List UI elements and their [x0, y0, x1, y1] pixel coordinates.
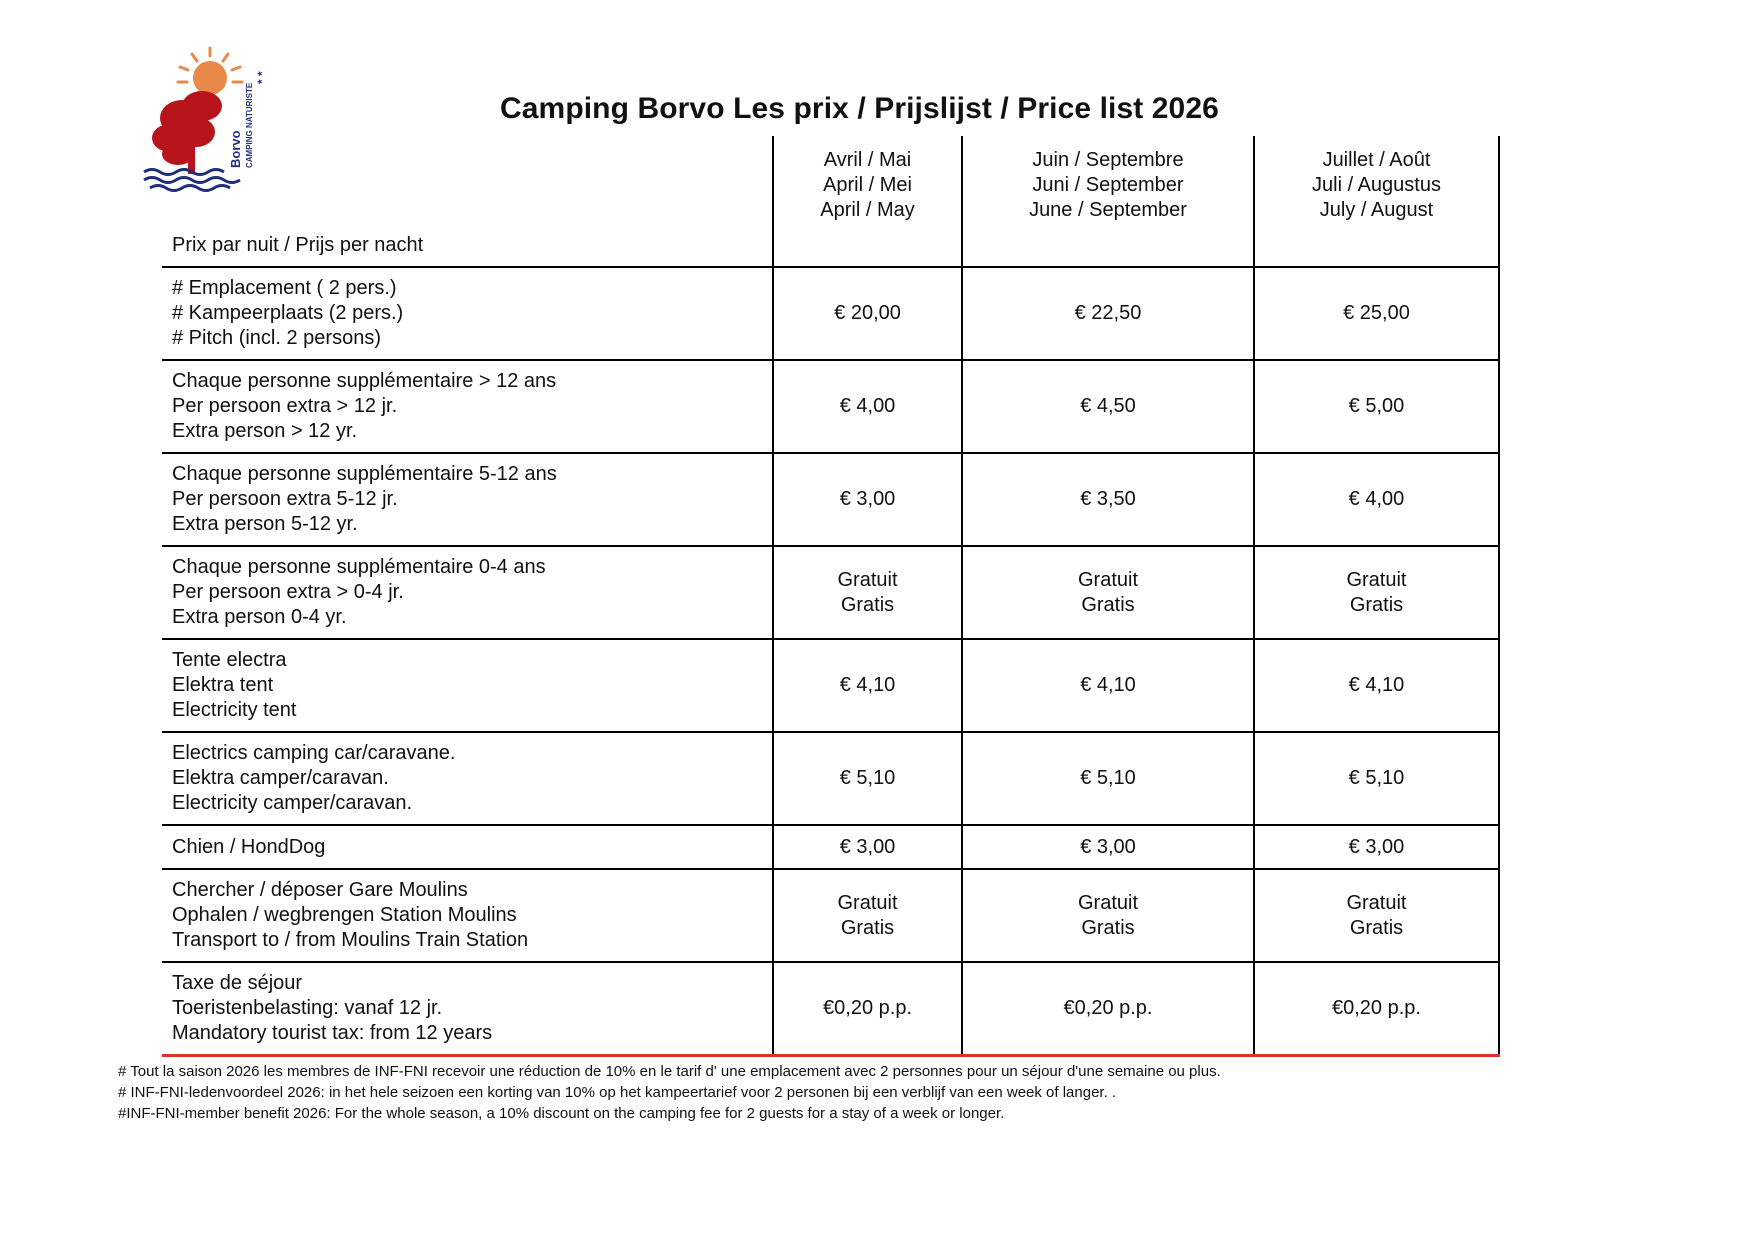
row-label: Chaque personne supplémentaire 5-12 ans Per persoon extra 5-12 jr. Extra person 5-12 yr.: [162, 453, 773, 546]
price-season-3: € 3,00: [1254, 825, 1499, 869]
price-season-3: Gratuit Gratis: [1254, 546, 1499, 639]
price-season-1: € 5,10: [773, 732, 962, 825]
price-season-2: € 4,10: [962, 639, 1254, 732]
price-season-1: Gratuit Gratis: [773, 546, 962, 639]
table-row: [162, 360, 1499, 453]
header-label: Prix par nuit / Prijs per nacht: [172, 234, 424, 256]
price-season-1: € 3,00: [773, 825, 962, 869]
price-season-2: € 5,10: [962, 732, 1254, 825]
table-row: [162, 267, 1499, 360]
price-season-3: € 4,00: [1254, 453, 1499, 546]
table-row: [162, 732, 1499, 825]
price-season-3: € 25,00: [1254, 267, 1499, 360]
price-season-2: € 3,50: [962, 453, 1254, 546]
price-season-2: € 4,50: [962, 360, 1254, 453]
header-season-1: Avril / Mai April / Mei April / May: [773, 136, 962, 267]
row-label: # Emplacement ( 2 pers.) # Kampeerplaats (2 pers.) # Pitch (incl. 2 persons): [162, 267, 773, 360]
row-label: Chaque personne supplémentaire 0-4 ans Per persoon extra > 0-4 jr. Extra person 0-4 yr.: [162, 546, 773, 639]
footnotes: [118, 1061, 1221, 1124]
page-title: Camping Borvo Les prix / Prijslijst / Price list 2026: [500, 92, 1219, 125]
logo-stars: * *: [255, 71, 269, 84]
footnote-en: #INF-FNI-member benefit 2026: For the whole season, a 10% discount on the camping fee for 2 guests for a stay of a week or longer.: [118, 1105, 1005, 1122]
price-season-1: Gratuit Gratis: [773, 869, 962, 962]
price-table: [162, 136, 1500, 1057]
price-season-3: €0,20 p.p.: [1254, 962, 1499, 1056]
logo-name: Borvo: [228, 130, 243, 168]
table-row: [162, 453, 1499, 546]
price-season-1: € 4,00: [773, 360, 962, 453]
table-row: [162, 546, 1499, 639]
price-season-1: € 20,00: [773, 267, 962, 360]
sun-icon: [178, 48, 242, 95]
row-label: Electrics camping car/caravane. Elektra camper/caravan. Electricity camper/caravan.: [162, 732, 773, 825]
price-season-2: € 3,00: [962, 825, 1254, 869]
row-label: Taxe de séjour Toeristenbelasting: vanaf 12 jr. Mandatory tourist tax: from 12 years: [162, 962, 773, 1056]
price-season-3: € 5,00: [1254, 360, 1499, 453]
price-season-3: € 5,10: [1254, 732, 1499, 825]
price-season-2: € 22,50: [962, 267, 1254, 360]
price-season-3: Gratuit Gratis: [1254, 869, 1499, 962]
header-season-3: Juillet / Août Juli / Augustus July / August: [1254, 136, 1499, 267]
price-season-3: € 4,10: [1254, 639, 1499, 732]
footnote-fr: # Tout la saison 2026 les membres de INF-FNI recevoir une réduction de 10% en le tarif d' une emplacement avec 2 personnes pour un séjour d'une semaine ou plus.: [118, 1063, 1221, 1080]
row-label: Chaque personne supplémentaire > 12 ans Per persoon extra > 12 jr. Extra person > 12 yr.: [162, 360, 773, 453]
price-season-1: € 4,10: [773, 639, 962, 732]
header-season-2: Juin / Septembre Juni / September June / September: [962, 136, 1254, 267]
row-label: Chien / HondDog: [162, 825, 773, 869]
footnote-nl: # INF-FNI-ledenvoordeel 2026: in het hele seizoen een korting van 10% op het kampeertarief voor 2 personen bij een verblijf van een week of langer. .: [118, 1084, 1117, 1101]
price-season-2: €0,20 p.p.: [962, 962, 1254, 1056]
table-row: [162, 825, 1499, 869]
price-season-2: Gratuit Gratis: [962, 869, 1254, 962]
table-row: [162, 639, 1499, 732]
price-season-2: Gratuit Gratis: [962, 546, 1254, 639]
row-label: Chercher / déposer Gare Moulins Ophalen / wegbrengen Station Moulins Transport to / from Moulins Train Station: [162, 869, 773, 962]
logo-subtitle: CAMPING NATURISTE: [245, 82, 254, 168]
table-row: [162, 869, 1499, 962]
table-row: [162, 962, 1499, 1056]
price-season-1: €0,20 p.p.: [773, 962, 962, 1056]
price-season-1: € 3,00: [773, 453, 962, 546]
row-label: Tente electra Elektra tent Electricity tent: [162, 639, 773, 732]
table-header-row: [162, 136, 1499, 267]
